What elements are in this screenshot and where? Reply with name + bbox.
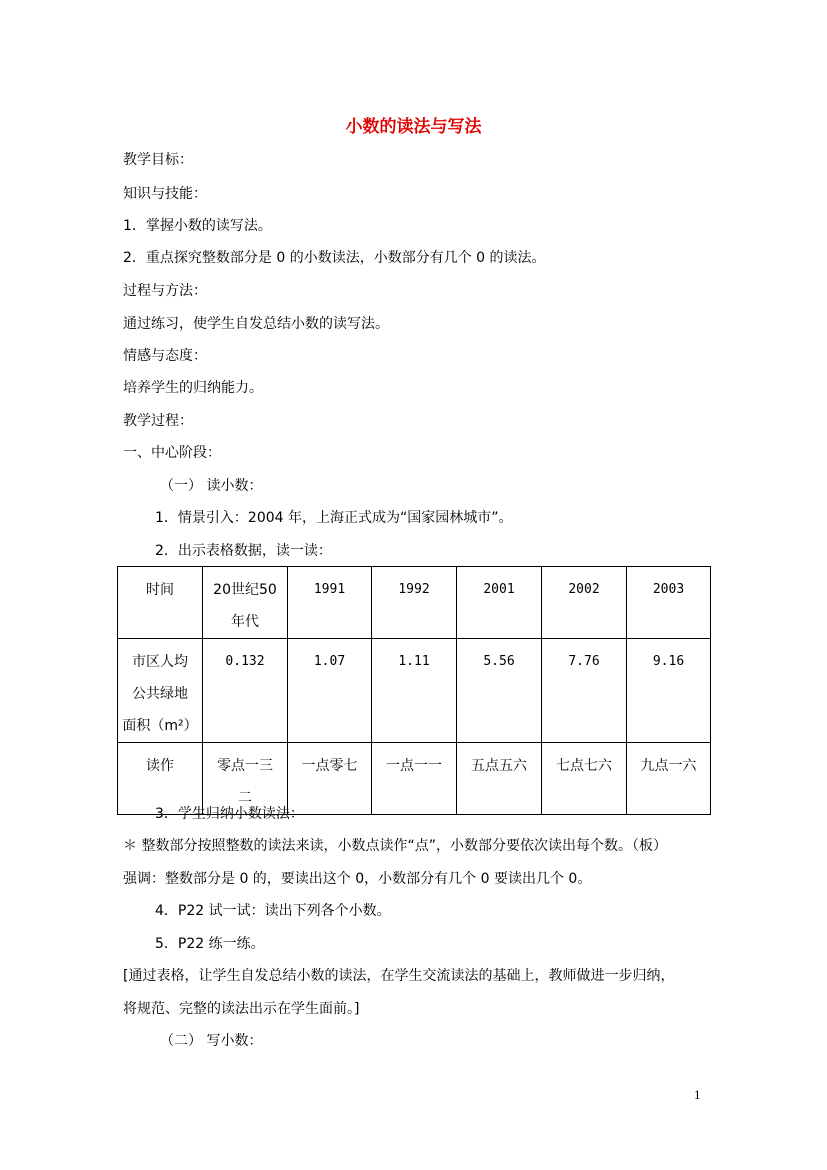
table-cell: 时间: [118, 567, 203, 639]
paragraph: 强调：整数部分是 0 的，要读出这个 0，小数部分有几个 0 要读出几个 0。: [123, 871, 592, 887]
cell-text: 二: [238, 790, 252, 806]
paragraph: 知识与技能：: [123, 186, 207, 202]
table-cell: 1.11: [372, 639, 457, 743]
paragraph: 通过练习，使学生自发总结小数的读写法。: [123, 316, 389, 332]
table-cell: 一点零七: [288, 743, 372, 815]
table-row: [118, 567, 711, 639]
table-cell: 读作: [118, 743, 203, 815]
cell-text: 市区人均: [132, 654, 188, 670]
paragraph: 2．重点探究整数部分是 0 的小数读法，小数部分有几个 0 的读法。: [123, 250, 546, 266]
cell-text: 年代: [231, 614, 259, 630]
table-cell: 五点五六: [457, 743, 542, 815]
table-cell: 九点一六: [627, 743, 711, 815]
table-cell: 2002: [542, 567, 627, 639]
paragraph: 培养学生的归纳能力。: [123, 380, 263, 396]
table-row: [118, 639, 711, 743]
table-cell: 5.56: [457, 639, 542, 743]
table-cell: 1992: [372, 567, 457, 639]
paragraph: （二） 写小数：: [160, 1033, 263, 1049]
table-cell: 7.76: [542, 639, 627, 743]
paragraph: 教学过程：: [123, 413, 193, 429]
paragraph: 将规范、完整的读法出示在学生面前。]: [123, 1001, 360, 1017]
table-cell: 七点七六: [542, 743, 627, 815]
table-cell: [118, 639, 203, 743]
paragraph: 5．P22 练一练。: [155, 936, 265, 952]
paragraph: [通过表格，让学生自发总结小数的读法，在学生交流读法的基础上，教师做进一步归纳，: [123, 968, 675, 984]
paragraph: 4．P22 试一试：读出下列各个小数。: [155, 903, 391, 919]
paragraph: 1．情景引入：2004 年，上海正式成为“国家园林城市”。: [155, 510, 513, 526]
table-cell: 1.07: [288, 639, 372, 743]
table-cell: 9.16: [627, 639, 711, 743]
paragraph: 3．学生归纳小数读法：: [155, 806, 304, 822]
table-cell: 0.132: [203, 639, 288, 743]
table-cell: [203, 567, 288, 639]
paragraph: 情感与态度：: [123, 348, 207, 364]
paragraph: 2．出示表格数据，读一读：: [155, 543, 332, 559]
paragraph: 1．掌握小数的读写法。: [123, 218, 272, 234]
paragraph: 教学目标：: [123, 152, 193, 168]
cell-text: 20世纪50: [213, 582, 277, 598]
paragraph: 一、中心阶段：: [123, 445, 221, 461]
table-cell: 2003: [627, 567, 711, 639]
table-cell: 1991: [288, 567, 372, 639]
cell-text: 零点一三: [217, 758, 273, 774]
page-number: 1: [694, 1087, 701, 1102]
paragraph: ＊ 整数部分按照整数的读法来读，小数点读作“点”，小数部分要依次读出每个数。（板）: [123, 838, 667, 854]
table-cell: 一点一一: [372, 743, 457, 815]
paragraph: （一） 读小数：: [160, 478, 263, 494]
table-cell: 2001: [457, 567, 542, 639]
data-table: [117, 566, 711, 815]
paragraph: 过程与方法：: [123, 283, 207, 299]
page-title: 小数的读法与写法: [345, 117, 482, 137]
cell-text: 面积（m²）: [122, 718, 198, 734]
cell-text: 公共绿地: [132, 686, 188, 702]
